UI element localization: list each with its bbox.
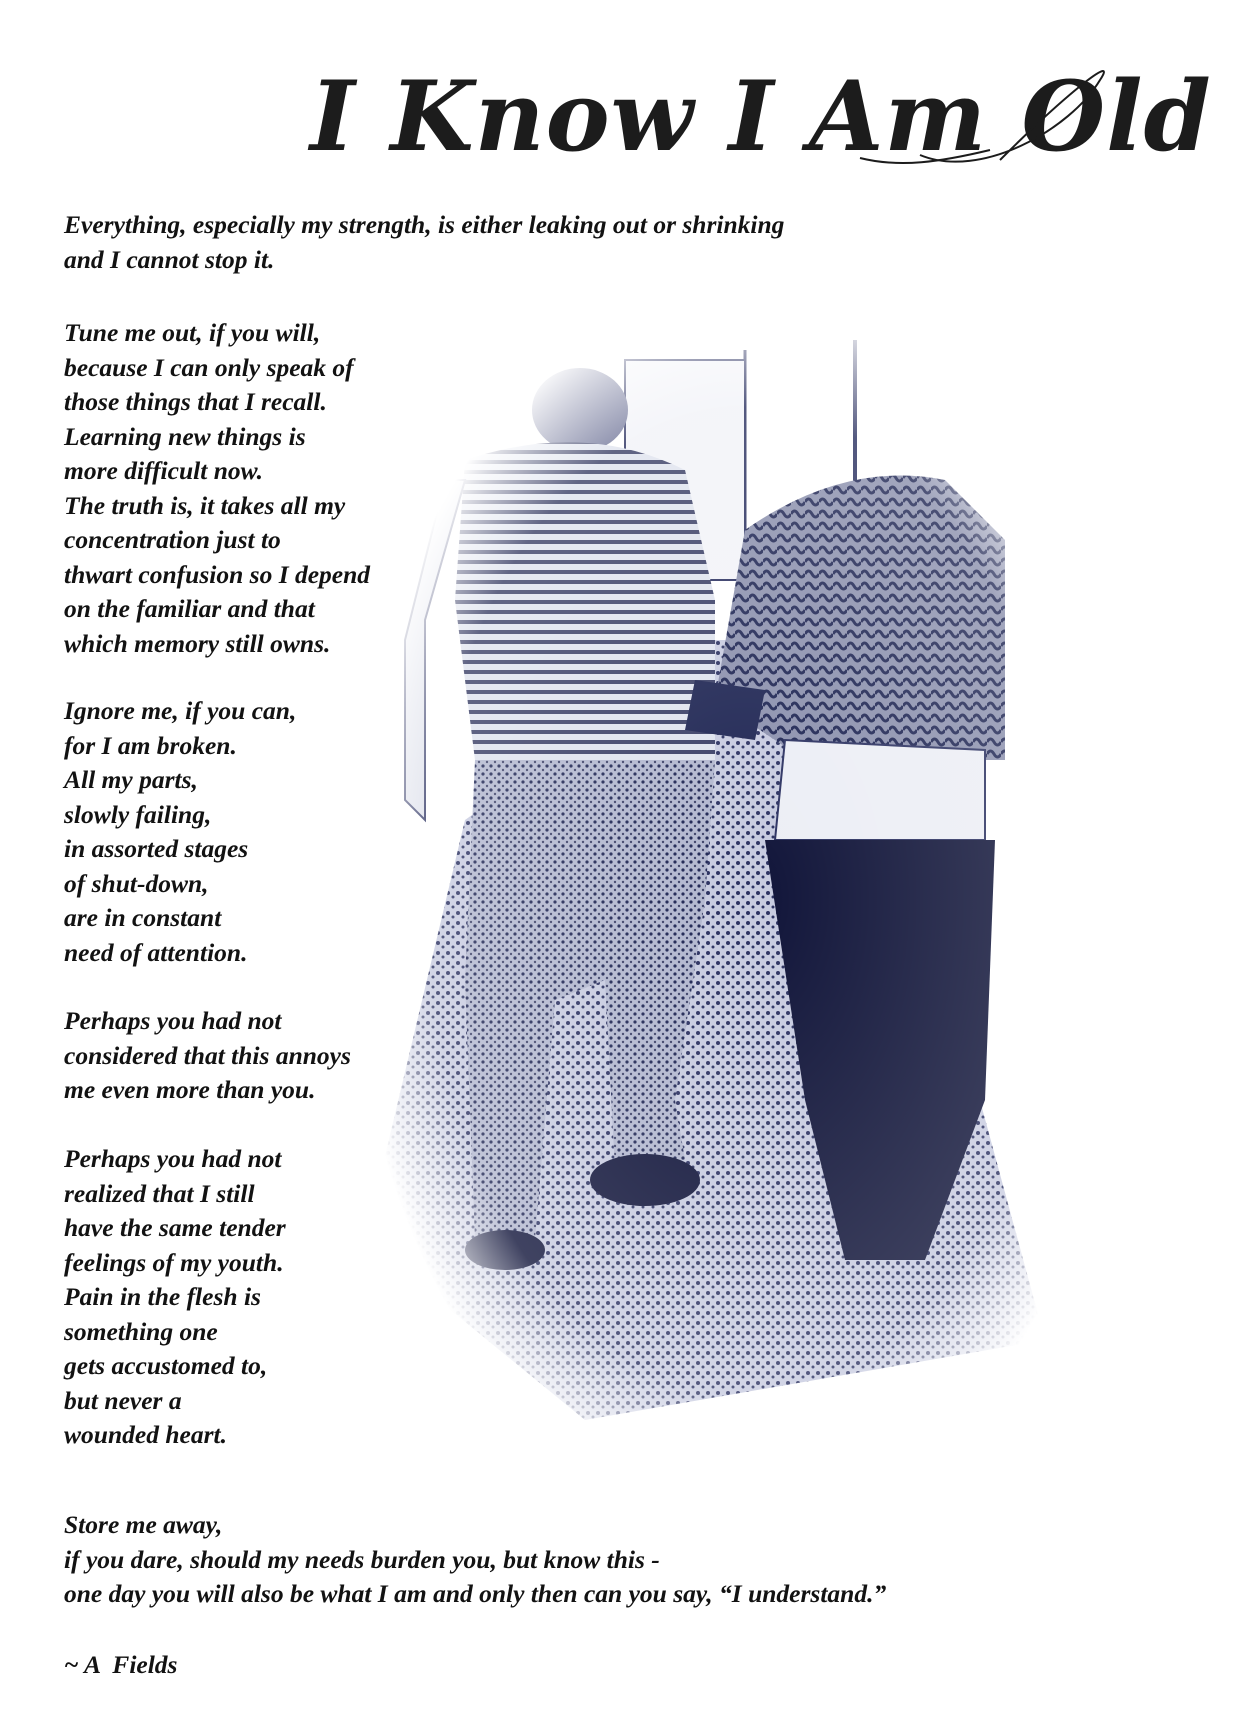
poem-line: me even more than you.	[64, 1075, 316, 1104]
poem-line: Pain in the flesh is	[64, 1282, 261, 1311]
poem-line: All my parts,	[64, 765, 198, 794]
poem-line: concentration just to	[64, 525, 281, 554]
title-script	[300, 40, 1212, 190]
stanza-5	[64, 1142, 286, 1453]
poem-line: considered that this annoys	[64, 1040, 351, 1070]
poem-line: The truth is, it takes all my	[64, 490, 346, 520]
poem-line: feelings of my youth.	[64, 1247, 284, 1277]
stanza-2	[64, 316, 370, 661]
poem-line: because I can only speak of	[64, 352, 354, 382]
poem-line: have the same tender	[64, 1213, 286, 1242]
elderly-couple-walking-illustration	[385, 340, 1105, 1460]
stanza-3	[64, 694, 296, 970]
poem-line: those things that I recall.	[64, 387, 327, 416]
poem-title	[300, 40, 1212, 190]
poem-line: Perhaps you had not	[64, 1144, 282, 1173]
poem-line: and I cannot stop it.	[64, 244, 275, 274]
poem-line: gets accustomed to,	[64, 1351, 268, 1380]
poem-line: one day you will also be what I am and only then can you say, “I understand.”	[64, 1579, 887, 1608]
vignette	[385, 340, 1105, 1460]
poem-line: wounded heart.	[64, 1420, 227, 1449]
poem-line: more difficult now.	[64, 456, 264, 485]
poem-line: are in constant	[64, 903, 222, 932]
stanza-1	[64, 208, 784, 277]
poem-line: need of attention.	[64, 937, 248, 967]
poem-line: if you dare, should my needs burden you, but know this -	[64, 1544, 660, 1574]
poem-line: on the familiar and that	[64, 594, 315, 623]
poem-line: for I am broken.	[64, 730, 237, 760]
poem-line: slowly failing,	[64, 799, 212, 829]
poem-line: of shut-down,	[64, 868, 209, 898]
stanza-6	[64, 1508, 886, 1612]
poem-line: Perhaps you had not	[64, 1006, 282, 1035]
author-signature: ~ A Fields	[64, 1650, 178, 1679]
poem-line: but never a	[64, 1385, 182, 1415]
poem-line: which memory still owns.	[64, 628, 331, 658]
poem-line: thwart confusion so I depend	[64, 559, 371, 589]
poem-line: Learning new things is	[64, 421, 306, 451]
poem-line: realized that I still	[64, 1178, 255, 1208]
poem-line: in assorted stages	[64, 834, 249, 863]
poem-line: Store me away,	[64, 1510, 223, 1539]
title-text: I Know I Am Old	[310, 60, 1212, 173]
poem-line: Everything, especially my strength, is either leaking out or shrinking	[64, 210, 785, 239]
poem-line: something one	[64, 1316, 218, 1346]
stanza-4	[64, 1004, 351, 1108]
poem-line: Ignore me, if you can,	[64, 696, 297, 725]
photo-svg	[385, 340, 1105, 1460]
poem-line: Tune me out, if you will,	[64, 318, 321, 347]
